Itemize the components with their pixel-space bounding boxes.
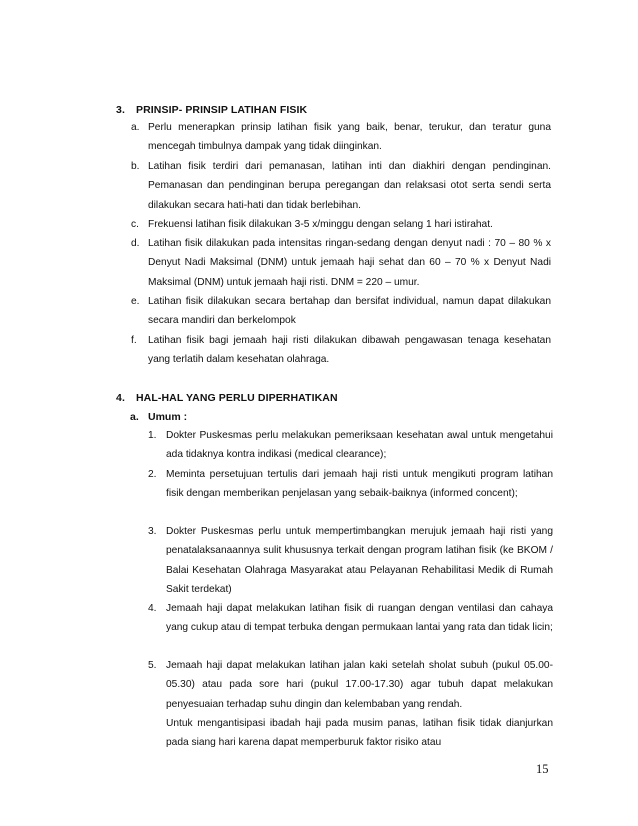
item-marker: 1. <box>148 430 157 441</box>
item-text: Frekuensi latihan fisik dilakukan 3-5 x/minggu dengan selang 1 hari istirahat. <box>148 219 493 230</box>
section-3-item-d <box>131 234 551 292</box>
item-marker: 4. <box>148 603 157 614</box>
item-marker: f. <box>131 335 137 346</box>
item-text: Latihan fisik dilakukan secara bertahap dan bersifat individual, namun dapat dilakukan secara mandiri dan berkelompok <box>148 296 551 327</box>
section-4-subheading <box>130 411 187 423</box>
section-3-title: PRINSIP- PRINSIP LATIHAN FISIK <box>136 104 308 116</box>
section-4-continuation-paragraph <box>166 714 553 753</box>
subheading-title: Umum : <box>148 411 188 423</box>
item-marker: a. <box>131 122 140 133</box>
item-text: Latihan fisik bagi jemaah haji risti dilakukan dibawah pengawasan tenaga kesehatan yang terlatih dalam kesehatan olahraga. <box>148 335 551 366</box>
item-marker: e. <box>131 296 140 307</box>
section-4-item-5 <box>148 656 553 714</box>
section-4-item-3 <box>148 522 553 600</box>
item-text: Jemaah haji dapat melakukan latihan fisik di ruangan dengan ventilasi dan cahaya yang cukup atau di tempat terbuka dengan permukaan lantai yang rata dan tidak licin; <box>166 603 553 634</box>
paragraph-text: Untuk mengantisipasi ibadah haji pada musim panas, latihan fisik tidak dianjurkan pada siang hari karena dapat memperburuk faktor risiko atau <box>166 718 553 749</box>
section-3-item-f <box>131 331 551 370</box>
item-marker: d. <box>131 238 140 249</box>
section-3-item-c <box>131 215 551 234</box>
item-marker: 3. <box>148 526 157 537</box>
item-text: Latihan fisik dilakukan pada intensitas ringan-sedang dengan denyut nadi : 70 – 80 % x Denyut Nadi Maksimal (DNM) untuk jemaah haji sehat dan 60 – 70 % x Denyut Nadi Maksimal (DNM) untuk jemaah haji risti. DNM = 220 – umur. <box>148 238 551 288</box>
item-text: Meminta persetujuan tertulis dari jemaah haji risti untuk mengikuti program latihan fisik dengan memberikan penjelasan yang sebaik-baiknya (informed concent); <box>166 469 553 500</box>
section-3-item-b <box>131 157 551 215</box>
item-text: Dokter Puskesmas perlu melakukan pemeriksaan kesehatan awal untuk mengetahui ada tidaknya kontra indikasi (medical clearance); <box>166 430 553 461</box>
section-4-number: 4. <box>116 392 125 404</box>
page-number: 15 <box>536 762 549 776</box>
section-4-item-2 <box>148 465 553 504</box>
item-text: Perlu menerapkan prinsip latihan fisik yang baik, benar, terukur, dan teratur guna mencegah timbulnya dampak yang tidak diinginkan. <box>148 122 551 153</box>
item-marker: c. <box>131 219 139 230</box>
subheading-letter: a. <box>130 411 139 423</box>
section-3-item-e <box>131 292 551 331</box>
section-3-item-a <box>131 118 551 157</box>
item-text: Jemaah haji dapat melakukan latihan jalan kaki setelah sholat subuh (pukul 05.00-05.30) atau pada sore hari (pukul 17.00-17.30) agar tubuh dapat melakukan penyesuaian terhadap suhu dingin dan kelembaban yang rendah. <box>166 660 553 710</box>
section-4-heading <box>116 392 338 404</box>
item-marker: 5. <box>148 660 157 671</box>
section-4-item-1 <box>148 426 553 465</box>
section-4-item-4 <box>148 599 553 638</box>
section-3-heading <box>116 104 307 116</box>
item-text: Dokter Puskesmas perlu untuk mempertimbangkan merujuk jemaah haji risti yang penatalaksanaannya sulit khususnya terkait dengan program latihan fisik (ke BKOM / Balai Kesehatan Olahraga Masyarakat atau Pelayanan Rehabilitasi Medik di Rumah Sakit terdekat) <box>166 526 553 596</box>
item-marker: b. <box>131 161 140 172</box>
section-4-title: HAL-HAL YANG PERLU DIPERHATIKAN <box>136 392 338 404</box>
item-marker: 2. <box>148 469 157 480</box>
item-text: Latihan fisik terdiri dari pemanasan, latihan inti dan diakhiri dengan pendinginan. Pemanasan dan pendinginan berupa peregangan dan relaksasi otot serta sendi serta dilakukan secara hati-hati dan tidak berlebihan. <box>148 161 551 211</box>
section-3-number: 3. <box>116 104 125 116</box>
